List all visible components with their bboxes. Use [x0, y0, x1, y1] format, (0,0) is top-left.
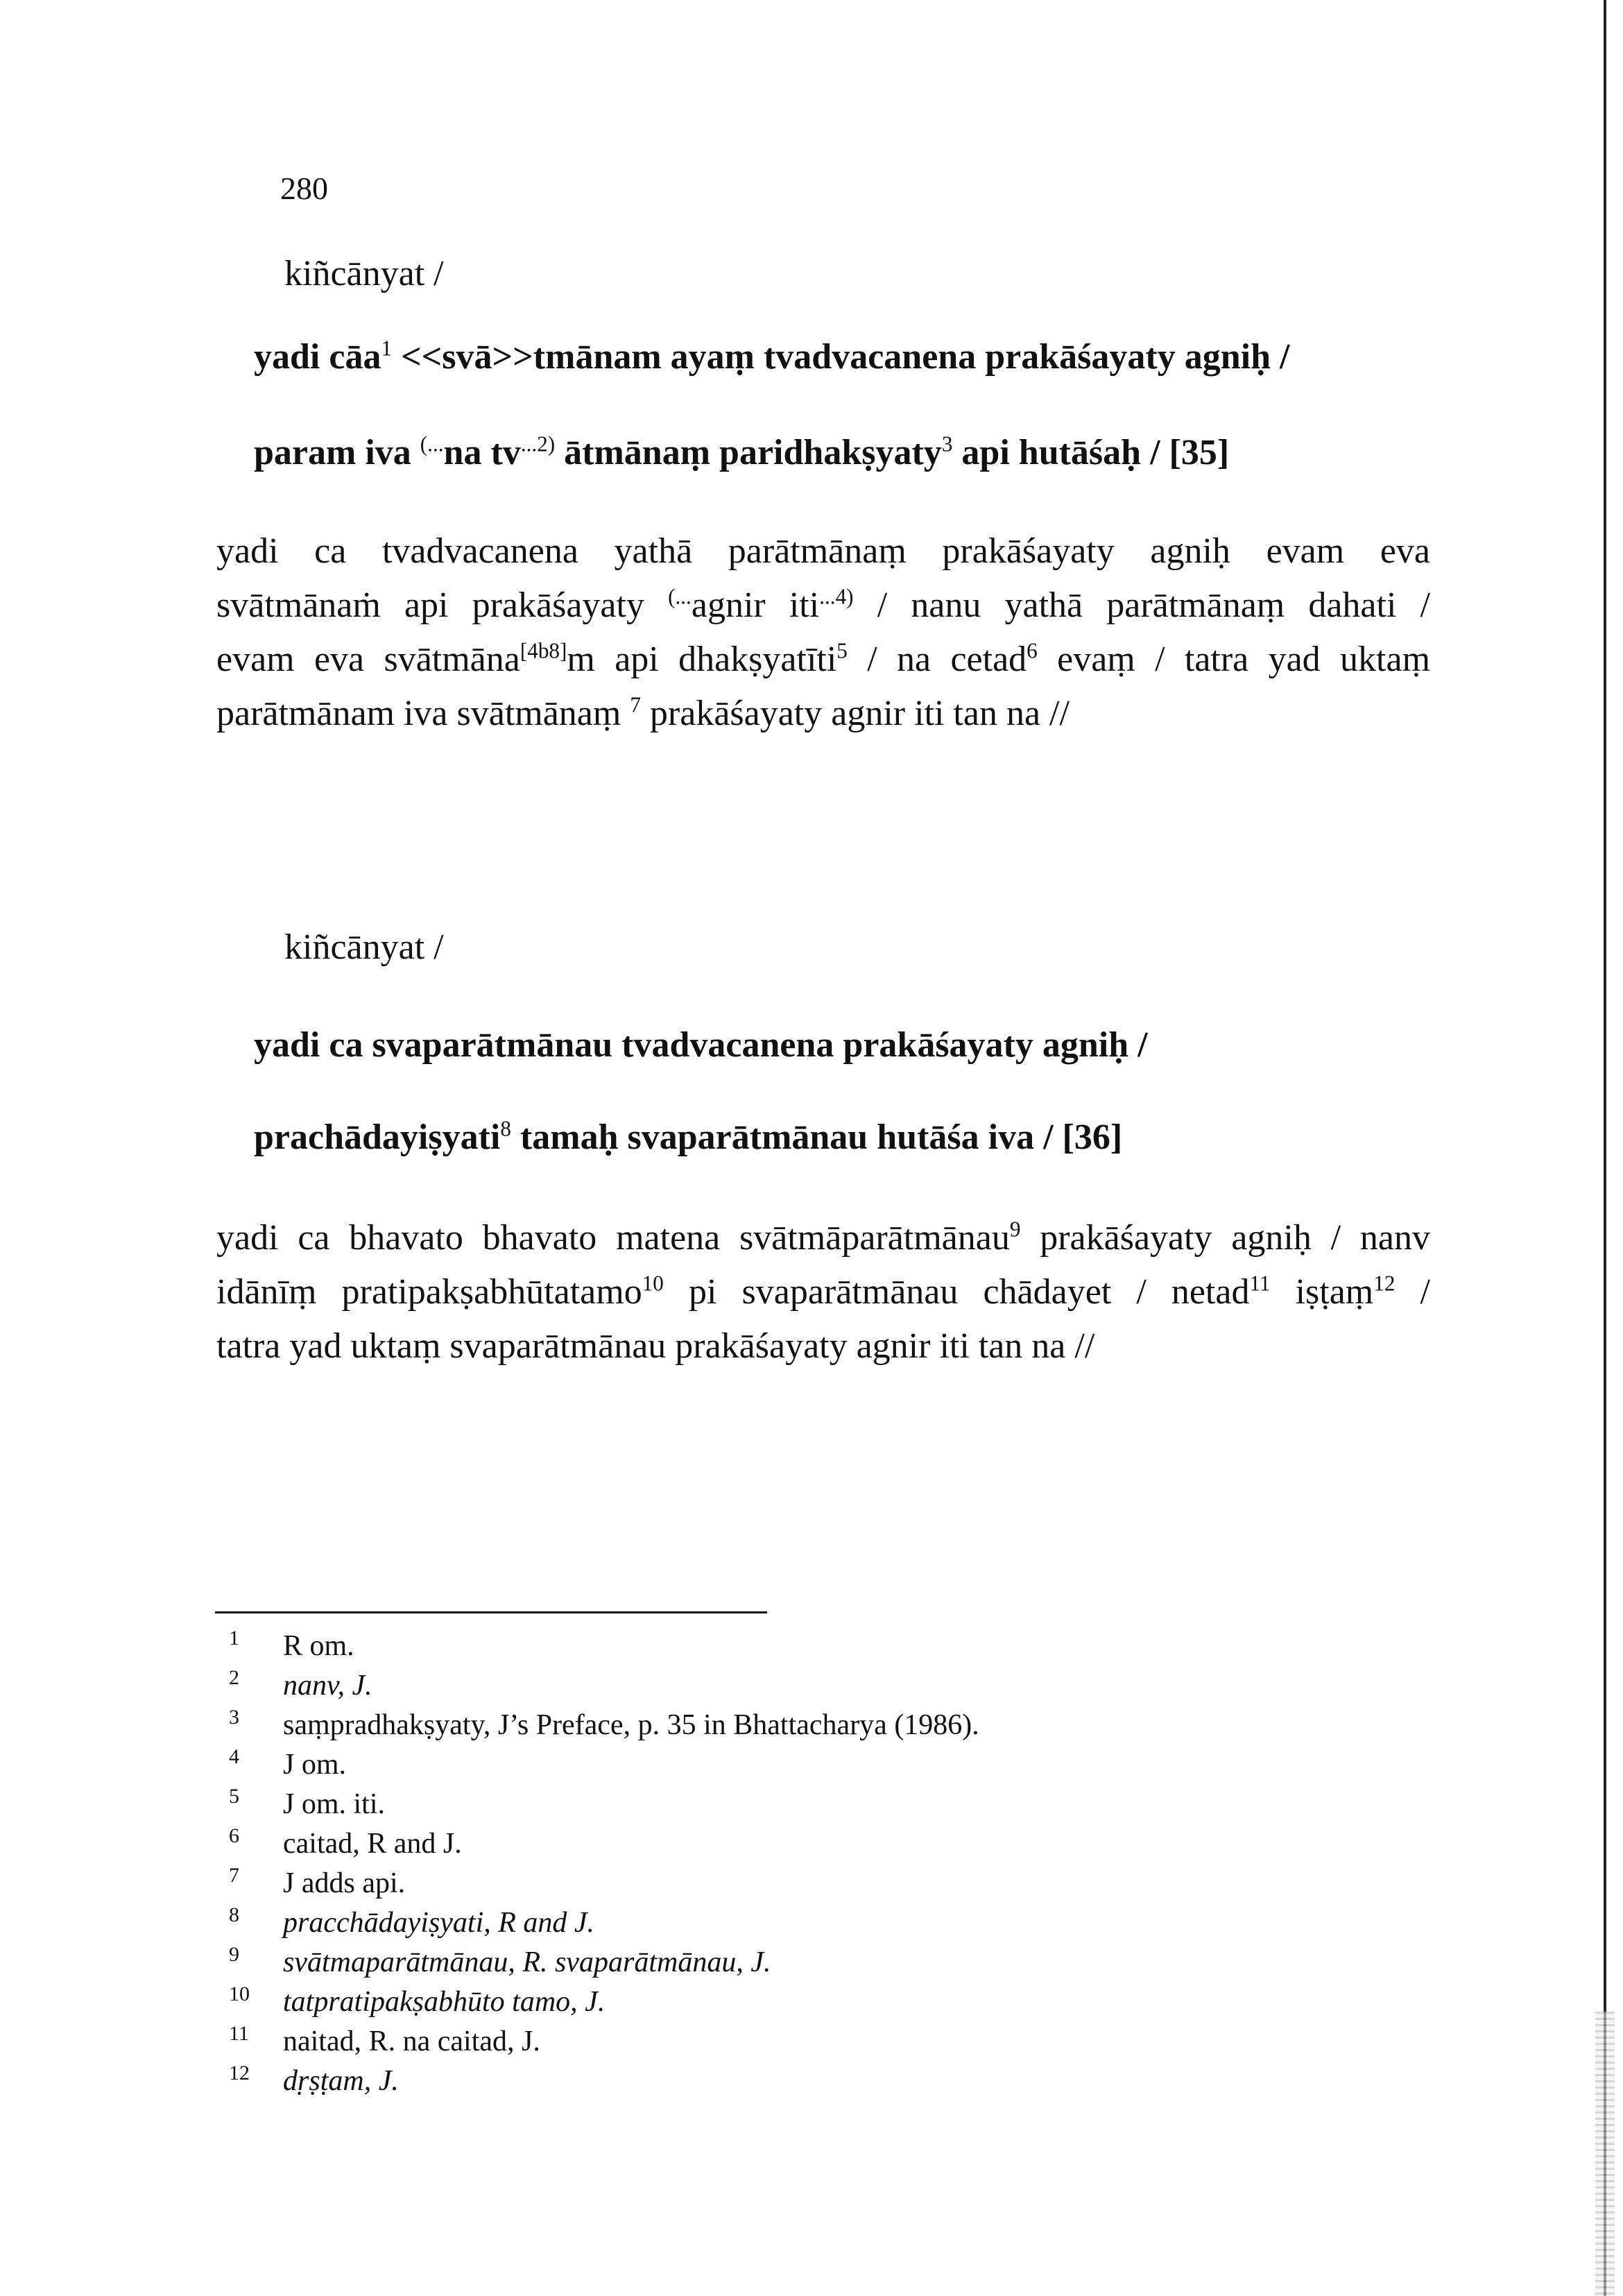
- footnote: 8 pracchādayiṣyati, R and J.: [229, 1903, 595, 1939]
- scan-edge-line: [1604, 0, 1606, 2296]
- verse-36-line-1: yadi ca svaparātmānau tvadvacanena prakāśayaty agniḥ /: [254, 1025, 1148, 1065]
- footnote: 3 saṃpradhakṣyaty, J’s Preface, p. 35 in Bhattacharya (1986).: [229, 1706, 979, 1741]
- commentary-36-line-3: tatra yad uktaṃ svaparātmānau prakāśayaty agnir iti tan na //: [216, 1326, 1095, 1366]
- commentary-35-line-4: parātmānam iva svātmānaṃ $^7$ prakāśayaty agnir iti tan na //: [216, 692, 1070, 733]
- footnote: 10 tatpratipakṣabhūto tamo, J.: [229, 1982, 606, 2018]
- page-number: 280: [280, 171, 328, 206]
- commentary-35-line-2: svātmānaṁ api prakāśayaty (...agnir iti$^{...4)}$ / nanu yathā parātmānaṃ dahati /: [216, 584, 1430, 625]
- verse-35-line-1: yadi cāa$^1$ <<svā>>tmānam ayaṃ tvadvacanena prakāśayaty agniḥ /: [254, 336, 1290, 377]
- footnote: 5 J om. iti.: [229, 1785, 386, 1820]
- commentary-36-line-1: yadi ca bhavato bhavato matena svātmāparātmānau$^9$ prakāśayaty agniḥ / nanv: [216, 1217, 1430, 1258]
- footnote: 6 caitad, R and J.: [229, 1824, 462, 1860]
- verse-35-line-2: param iva (...na $tv^{...2)}$ ātmānaṃ paridhakṣyaty$^3$ api hutāśaḥ / [35]: [254, 431, 1230, 472]
- commentary-36-line-2: idānīṃ pratipakṣabhūtatamo$^{10}$ pi svaparātmānau chādayet / netad$^{11}$ iṣṭaṃ$^{12}$ /: [216, 1271, 1430, 1312]
- footnote: 11 naitad, R. na caitad, J.: [229, 2022, 540, 2057]
- intro-line-2: kiñcānyat /: [284, 927, 444, 967]
- footnote: 1 R om.: [229, 1627, 354, 1662]
- footnote: 7 J adds api.: [229, 1864, 406, 1899]
- footnote: 9 svātmaparātmānau, R. svaparātmānau, J.: [229, 1943, 771, 1978]
- footnote-rule: [215, 1611, 767, 1613]
- footnote: 2 nanv, J.: [229, 1666, 372, 1702]
- footnotes: [229, 1627, 1200, 2101]
- commentary-35-line-3: evam eva svātmāna[4b8]m api dhakṣyatīti$^5$ / na cetad$^6$ evaṃ / tatra yad uktaṃ: [216, 638, 1431, 679]
- commentary-35-line-1: yadi ca tvadvacanena yathā parātmānaṃ prakāśayaty agniḥ evam eva: [216, 531, 1430, 571]
- verse-36-line-2: prachādayiṣyati$^8$ tamaḥ svaparātmānau hutāśa iva / [36]: [254, 1116, 1123, 1157]
- footnote: 4 J om.: [229, 1745, 347, 1781]
- scan-edge-shadow: [1595, 2012, 1615, 2296]
- intro-line-1: kiñcānyat /: [284, 254, 444, 293]
- commentary-35: [216, 524, 1430, 741]
- commentary-36: [216, 1211, 1430, 1373]
- footnote: 12 dṛṣṭam, J.: [229, 2062, 399, 2097]
